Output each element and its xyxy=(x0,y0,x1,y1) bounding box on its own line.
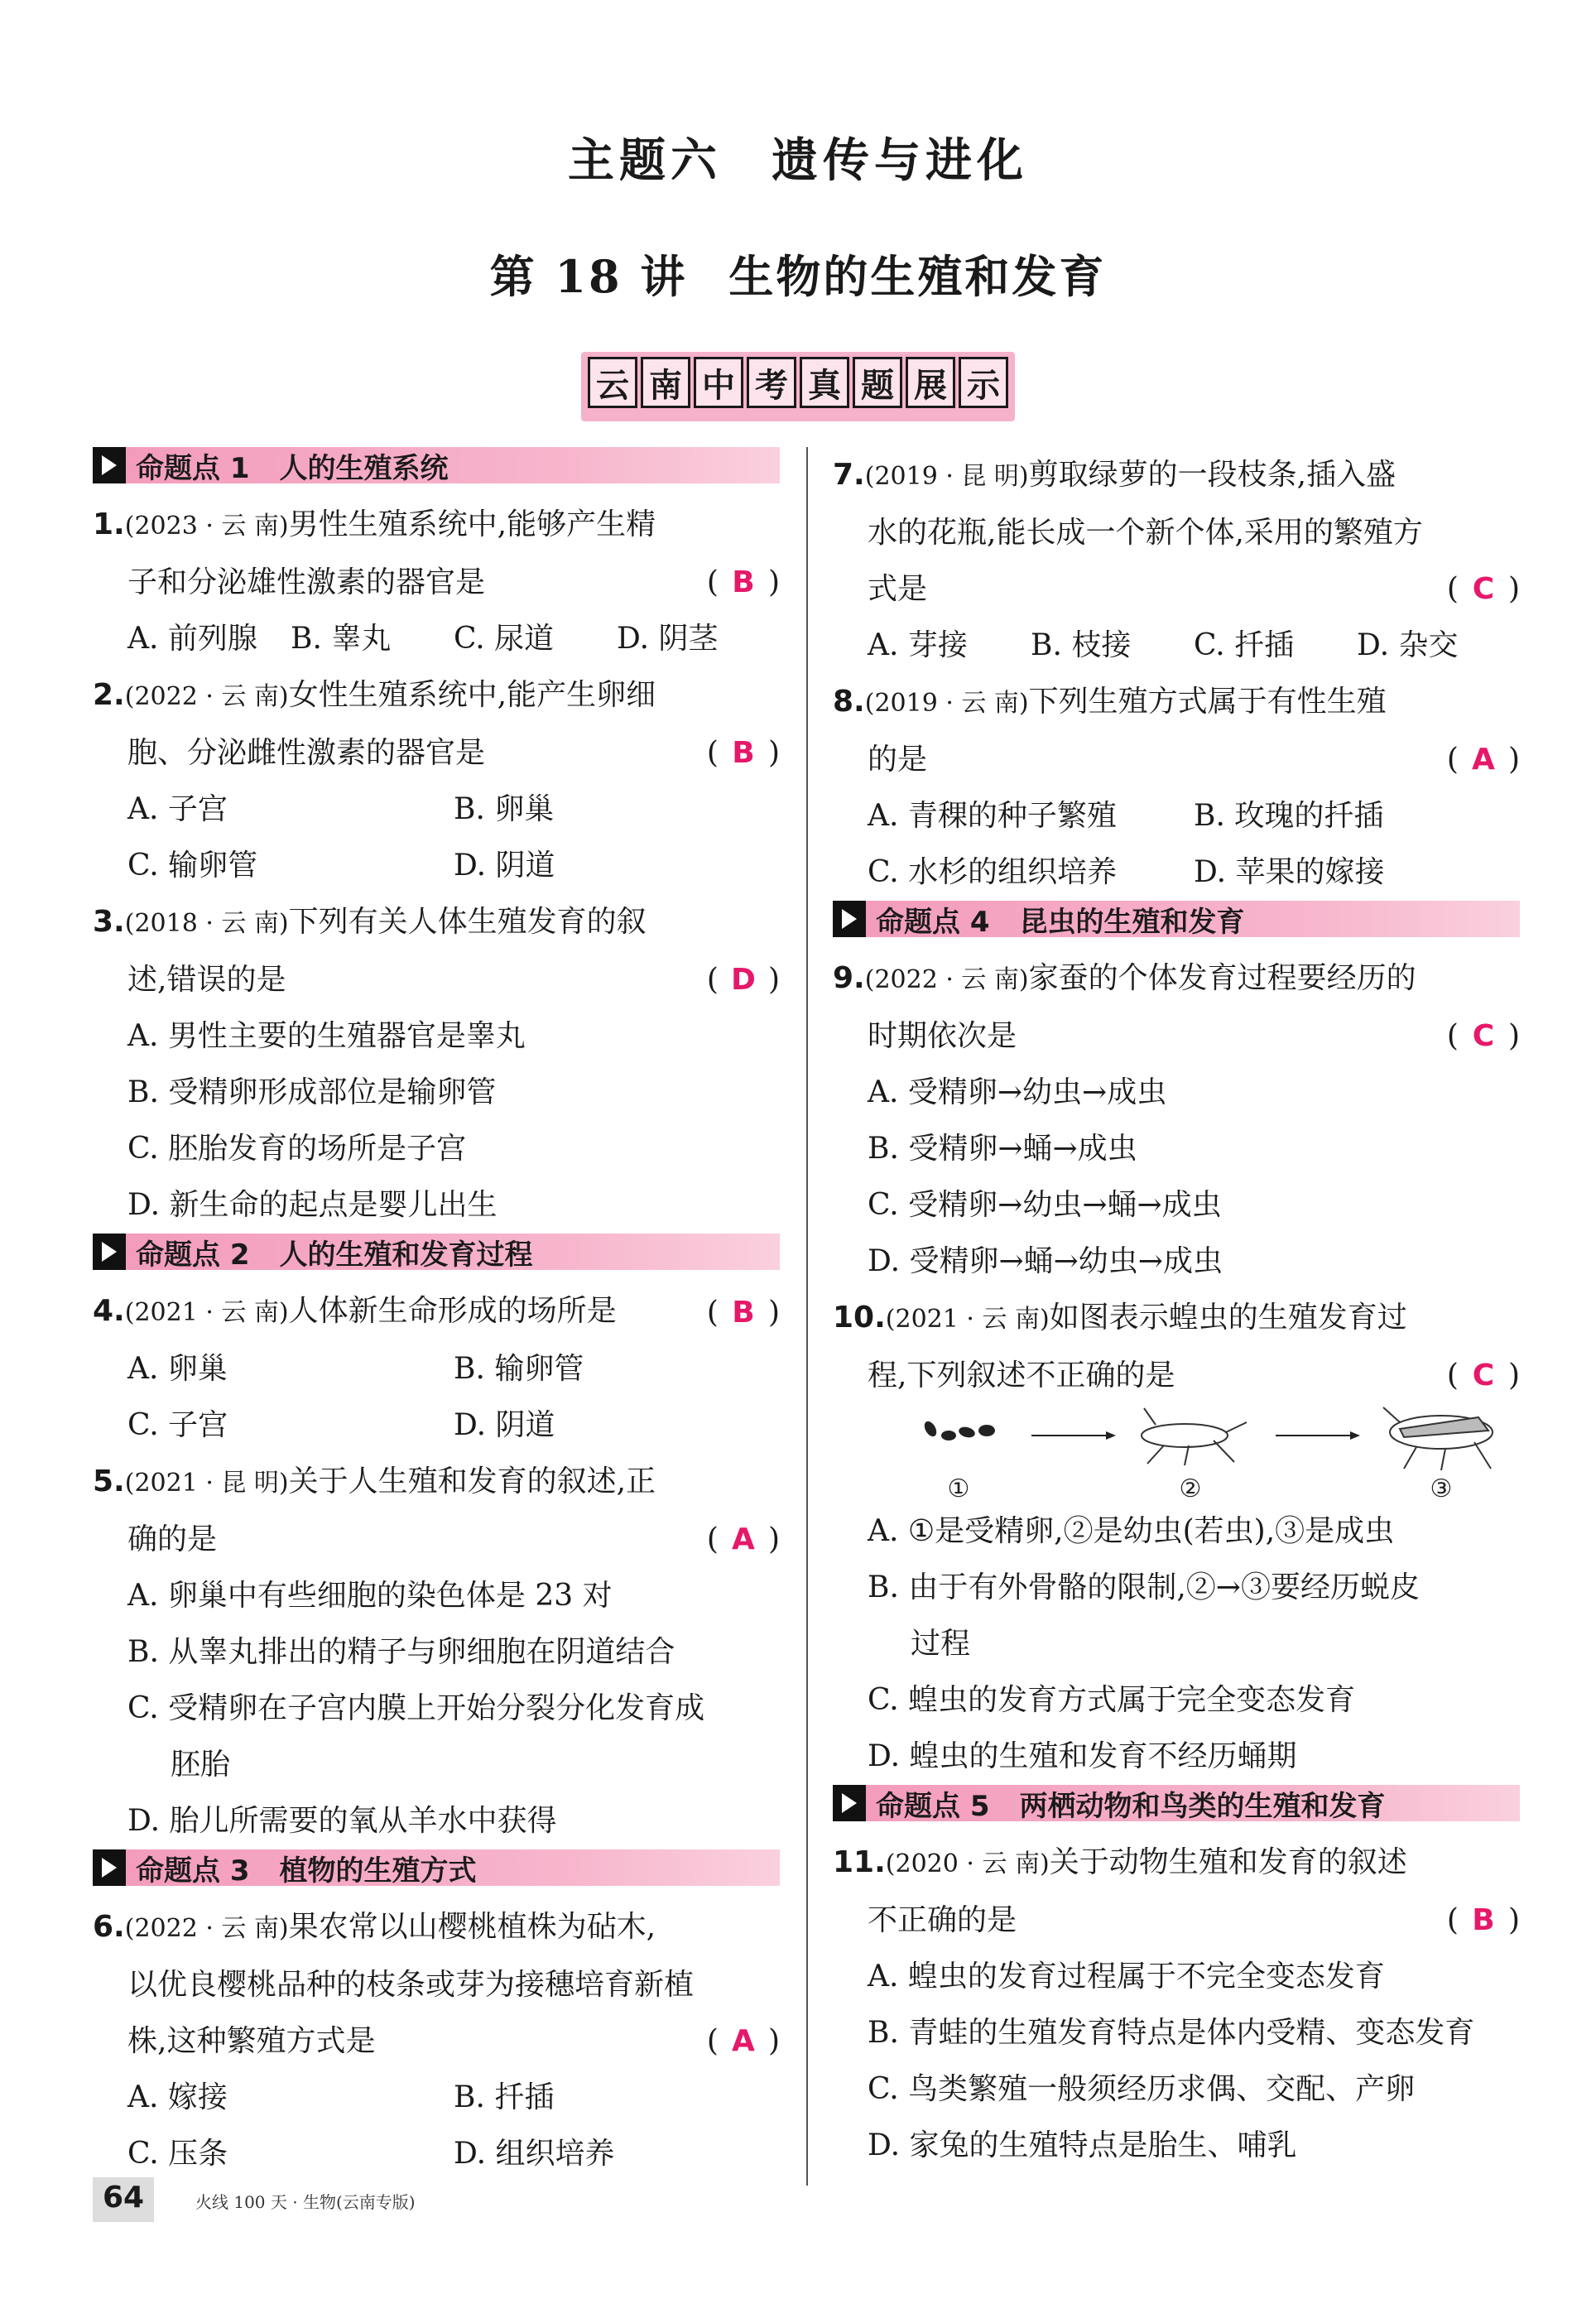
banner-char: 题 xyxy=(853,357,902,408)
answer-bracket: ( A ) xyxy=(1446,743,1520,777)
figure-label: ② xyxy=(1179,1474,1202,1503)
option: B. 枝接 xyxy=(1031,628,1132,662)
section-header: 命题点 4 昆虫的生殖和发育 xyxy=(833,901,1520,937)
option: A. 芽接 xyxy=(868,628,968,662)
answer-bracket: ( B ) xyxy=(706,565,780,599)
option-continuation: 胚胎 xyxy=(171,1748,231,1782)
option: A. ①是受精卵,②是幼虫(若虫),③是成虫 xyxy=(868,1514,1395,1548)
option: A. 卵巢 xyxy=(127,1352,228,1386)
left-column xyxy=(93,447,780,2182)
option: C. 尿道 xyxy=(454,622,555,656)
option: D. 苹果的嫁接 xyxy=(1194,855,1385,889)
option: D. 胎儿所需要的氧从羊水中获得 xyxy=(127,1804,557,1838)
play-triangle-icon xyxy=(93,1234,126,1270)
option: C. 受精卵在子宫内膜上开始分裂分化发育成 xyxy=(127,1691,705,1725)
nymph-icon xyxy=(1142,1408,1247,1465)
option: A. 受精卵→幼虫→成虫 xyxy=(868,1075,1167,1109)
option: D. 新生命的起点是婴儿出生 xyxy=(127,1188,498,1222)
question-5: 5.(2021 · 昆 明)关于人生殖和发育的叙述,正 确的是 ( A ) A. 卵巢中有些细胞的染色体是 23 对 B. 从睾丸排出的精子与卵细胞在阴道结合 C. 受精卵在子宫内膜上开始分裂分化发育成 胚胎 D. 胎儿所需要的氧从羊水中获得 xyxy=(93,1454,780,1849)
question-6: 6.(2022 · 云 南)果农常以山樱桃植株为砧木, 以优良樱桃品种的枝条或芽为接穗培育新植 株,这种繁殖方式是 ( A ) A. 嫁接 B. 扦插 C. 压条 D. 组织培养 xyxy=(93,1899,780,2182)
answer-bracket: ( C ) xyxy=(1446,1019,1520,1053)
option: B. 青蛙的生殖发育特点是体内受精、变态发育 xyxy=(868,2016,1475,2050)
option-continuation: 过程 xyxy=(911,1627,971,1661)
option: A. 嫁接 xyxy=(127,2080,228,2114)
answer-bracket: ( B ) xyxy=(1446,1903,1520,1937)
option: D. 组织培养 xyxy=(454,2137,615,2171)
option: D. 杂交 xyxy=(1357,628,1459,662)
option: C. 蝗虫的发育方式属于完全变态发育 xyxy=(868,1683,1356,1717)
play-triangle-icon xyxy=(93,1849,126,1886)
arrow-icon xyxy=(1031,1431,1116,1440)
option: C. 受精卵→幼虫→蛹→成虫 xyxy=(868,1188,1222,1222)
option: C. 鸟类繁殖一般须经历求偶、交配、产卵 xyxy=(868,2072,1416,2106)
option: A. 前列腺 xyxy=(127,622,257,656)
lesson-title: 第 18 讲 生物的生殖和发育 xyxy=(489,250,1107,303)
arrow-icon xyxy=(1276,1431,1360,1440)
option: C. 扦插 xyxy=(1194,628,1295,662)
option: C. 压条 xyxy=(127,2137,228,2171)
option: C. 输卵管 xyxy=(127,849,258,883)
option: D. 阴茎 xyxy=(617,622,719,656)
play-triangle-icon xyxy=(833,1785,866,1821)
option: D. 阴道 xyxy=(454,1408,555,1442)
answer-bracket: ( C ) xyxy=(1446,572,1520,606)
banner-char: 展 xyxy=(906,357,955,408)
banner-char: 中 xyxy=(694,357,743,408)
column-divider xyxy=(806,447,808,2186)
option: B. 受精卵→蛹→成虫 xyxy=(868,1132,1137,1166)
question-7: 7.(2019 · 昆 明)剪取绿萝的一段枝条,插入盛 水的花瓶,能长成一个新个体,采用的繁殖方 式是 ( C ) A. 芽接 B. 枝接 C. 扦插 D. 杂交 xyxy=(833,447,1520,674)
option: B. 玫瑰的扦插 xyxy=(1194,799,1384,833)
option: B. 卵巢 xyxy=(454,792,555,826)
question-3: 3.(2018 · 云 南)下列有关人体生殖发育的叙 述,错误的是 ( D ) A. 男性主要的生殖器官是睾丸 B. 受精卵形成部位是输卵管 C. 胚胎发育的场所是子宫 D. 新生命的起点是婴儿出生 xyxy=(93,894,780,1234)
adult-locust-icon xyxy=(1383,1407,1493,1470)
play-triangle-icon xyxy=(93,447,126,483)
answer-bracket: ( B ) xyxy=(706,1296,780,1330)
banner-char: 南 xyxy=(641,357,690,408)
section-header: 命题点 2 人的生殖和发育过程 xyxy=(93,1234,780,1270)
option: D. 受精卵→蛹→幼虫→成虫 xyxy=(868,1244,1223,1278)
question-11: 11.(2020 · 云 南)关于动物生殖和发育的叙述 不正确的是 ( B ) A. 蝗虫的发育过程属于不完全变态发育 B. 青蛙的生殖发育特点是体内受精、变态发育 C. 鸟类繁殖一般须经历求偶、交配、产卵 D. 家兔的生殖特点是胎生、哺乳 xyxy=(833,1835,1520,2174)
answer-bracket: ( A ) xyxy=(706,1522,780,1556)
option: B. 从睾丸排出的精子与卵细胞在阴道结合 xyxy=(127,1635,675,1669)
section-header: 命题点 1 人的生殖系统 xyxy=(93,447,780,483)
question-9: 9.(2022 · 云 南)家蚕的个体发育过程要经历的 时期依次是 ( C ) A. 受精卵→幼虫→成虫 B. 受精卵→蛹→成虫 C. 受精卵→幼虫→蛹→成虫 D. 受精卵→蛹→幼虫→成虫 xyxy=(833,950,1520,1290)
question-8: 8.(2019 · 云 南)下列生殖方式属于有性生殖 的是 ( A ) A. 青稞的种子繁殖 B. 玫瑰的扦插 C. 水杉的组织培养 D. 苹果的嫁接 xyxy=(833,674,1520,901)
banner-char: 考 xyxy=(747,357,796,408)
figure-label: ③ xyxy=(1430,1474,1453,1503)
page-number: 64 xyxy=(93,2177,154,2222)
answer-bracket: ( A ) xyxy=(706,2024,780,2058)
answer-bracket: ( D ) xyxy=(706,963,780,997)
option: D. 家兔的生殖特点是胎生、哺乳 xyxy=(868,2128,1297,2162)
banner-char: 云 xyxy=(588,357,637,408)
option: B. 受精卵形成部位是输卵管 xyxy=(127,1075,497,1109)
option: C. 胚胎发育的场所是子宫 xyxy=(127,1132,467,1166)
section-banner xyxy=(581,352,1015,421)
option: A. 蝗虫的发育过程属于不完全变态发育 xyxy=(868,1960,1385,1994)
option: B. 输卵管 xyxy=(454,1352,584,1386)
option: D. 阴道 xyxy=(454,849,555,883)
banner-char: 真 xyxy=(800,357,849,408)
option: B. 睾丸 xyxy=(291,622,392,656)
option: A. 男性主要的生殖器官是睾丸 xyxy=(127,1019,526,1053)
locust-life-cycle-figure xyxy=(899,1404,1520,1503)
option: B. 由于有外骨骼的限制,②→③要经历蜕皮 xyxy=(868,1570,1420,1604)
answer-bracket: ( C ) xyxy=(1446,1359,1520,1392)
section-header: 命题点 3 植物的生殖方式 xyxy=(93,1849,780,1886)
footer-book-title: 火线 100 天 · 生物(云南专版) xyxy=(195,2192,416,2212)
option: C. 水杉的组织培养 xyxy=(868,855,1118,889)
option: B. 扦插 xyxy=(454,2080,555,2114)
question-1: 1.(2023 · 云 南)男性生殖系统中,能够产生精 子和分泌雄性激素的器官是 ( B ) A. 前列腺 B. 睾丸 C. 尿道 D. 阴茎 xyxy=(93,497,780,667)
answer-bracket: ( B ) xyxy=(706,736,780,770)
banner-char: 示 xyxy=(959,357,1008,408)
theme-title: 主题六 遗传与进化 xyxy=(568,134,1028,188)
option: D. 蝗虫的生殖和发育不经历蛹期 xyxy=(868,1739,1297,1773)
option: A. 青稞的种子繁殖 xyxy=(868,799,1117,833)
play-triangle-icon xyxy=(833,901,866,937)
option: A. 子宫 xyxy=(127,792,228,826)
question-4: 4.(2021 · 云 南)人体新生命形成的场所是 ( B ) A. 卵巢 B. 输卵管 C. 子宫 D. 阴道 xyxy=(93,1283,780,1454)
question-10: 10.(2021 · 云 南)如图表示蝗虫的生殖发育过 程,下列叙述不正确的是 ( C ) ① ② ③ A. ①是受精卵,②是幼虫(若虫),③是成虫 B. 由于有外骨骼的限制,②→③要经历蜕皮 过程 C. 蝗虫的发育方式属于完全变态发育 D. 蝗虫的生殖和发育不经历蛹期 xyxy=(833,1290,1520,1785)
option: A. 卵巢中有些细胞的染色体是 23 对 xyxy=(127,1579,613,1613)
right-column xyxy=(833,447,1520,2174)
question-2: 2.(2022 · 云 南)女性生殖系统中,能产生卵细 胞、分泌雌性激素的器官是 ( B ) A. 子宫 B. 卵巢 C. 输卵管 D. 阴道 xyxy=(93,667,780,894)
figure-label: ① xyxy=(947,1474,970,1503)
egg-icon xyxy=(922,1419,995,1440)
locust-diagram xyxy=(899,1404,1495,1503)
section-header: 命题点 5 两栖动物和鸟类的生殖和发育 xyxy=(833,1785,1520,1821)
option: C. 子宫 xyxy=(127,1408,228,1442)
